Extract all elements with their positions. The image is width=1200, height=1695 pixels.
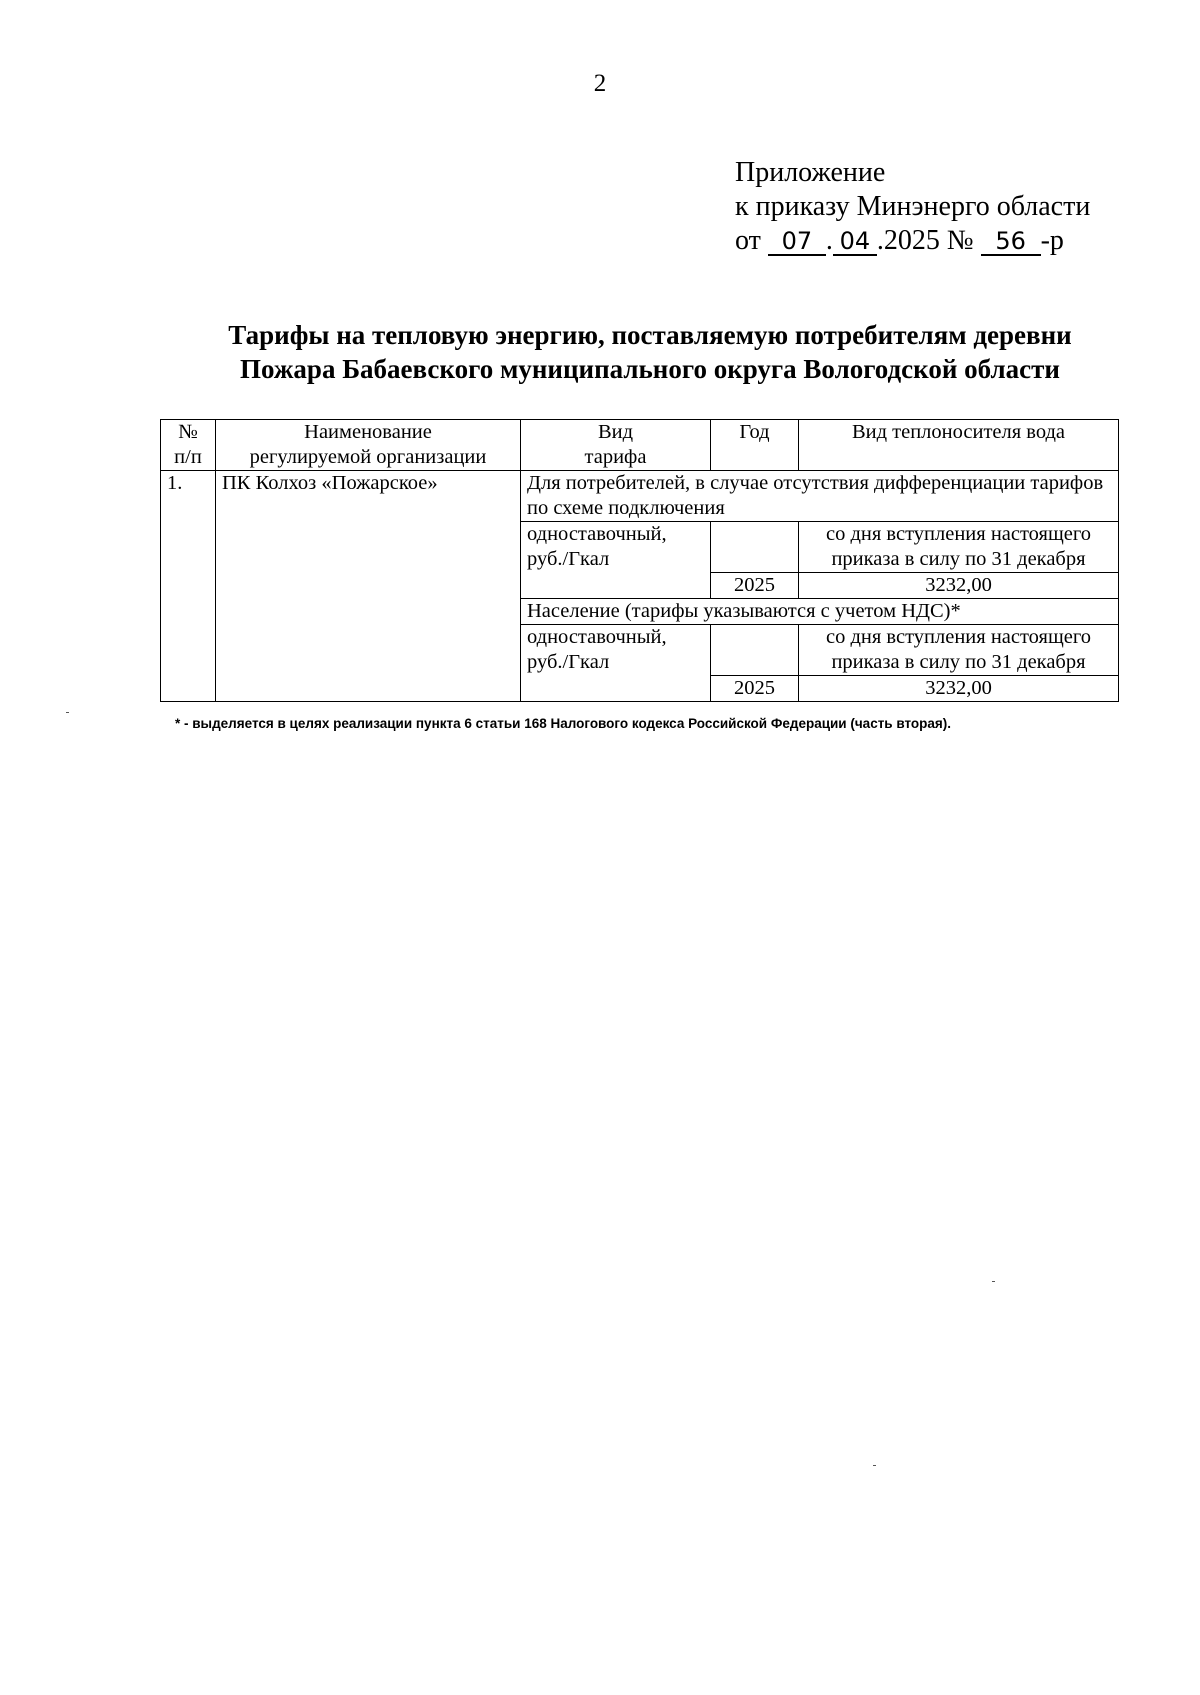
header-number-line-2: п/п [174,446,202,468]
section-title-consumers: Для потребителей, в случае отсутствия дифференциации тарифов по схеме подключения [521,471,1119,522]
section-title-population: Население (тарифы указываются с учетом НДС)* [521,599,1119,625]
tariff-table [160,419,1119,702]
header-heat-carrier: Вид теплоносителя вода [799,420,1119,471]
title-line-1: Тарифы на тепловую энергию, поставляемую потребителям деревни [228,320,1072,350]
date-prefix: от [735,225,761,256]
scan-speck [66,712,69,713]
header-organization-line-1: Наименование [304,421,432,443]
footnote: * - выделяется в целях реализации пункта 6 статьи 168 Налогового кодекса Российской Федерации (часть вторая). [175,716,952,731]
title-line-2: Пожара Бабаевского муниципального округа Вологодской области [240,354,1060,384]
scan-speck [992,1281,995,1282]
cell-year-empty [711,522,799,573]
table-row [161,471,1119,522]
header-number-line-1: № [178,421,198,443]
header-year: Год [711,420,799,471]
table-header-row [161,420,1119,471]
appendix-block [735,156,1090,258]
cell-period: со дня вступления настоящего приказа в силу по 31 декабря [799,625,1119,676]
document-title [180,318,1120,386]
scan-speck [873,1465,876,1466]
appendix-title: Приложение [735,157,886,188]
header-organization [216,420,521,471]
handwritten-order-number: 56 [981,228,1041,256]
cell-year: 2025 [711,573,799,599]
cell-organization: ПК Колхоз «Пожарское» [216,471,521,702]
year-and-number-sign: .2025 № [876,225,974,256]
appendix-date-line: от 07 . 04 .2025 № 56 -р [735,225,1064,256]
cell-year: 2025 [711,676,799,702]
header-tariff-type [521,420,711,471]
header-number [161,420,216,471]
handwritten-month: 04 [833,228,877,256]
cell-tariff-type: одноставочный, руб./Гкал [521,522,711,599]
header-tariff-type-line-1: Вид [597,421,634,443]
cell-row-number: 1. [161,471,216,702]
cell-tariff-value: 3232,00 [799,676,1119,702]
appendix-order-reference: к приказу Минэнерго области [735,191,1091,222]
page-number: 2 [593,70,607,97]
header-tariff-type-line-2: тарифа [584,446,647,468]
cell-tariff-type: одноставочный, руб./Гкал [521,625,711,702]
header-organization-line-2: регулируемой организации [249,446,487,468]
cell-tariff-value: 3232,00 [799,573,1119,599]
cell-year-empty [711,625,799,676]
cell-period: со дня вступления настоящего приказа в силу по 31 декабря [799,522,1119,573]
order-suffix: -р [1040,225,1064,256]
handwritten-day: 07 [768,228,826,256]
